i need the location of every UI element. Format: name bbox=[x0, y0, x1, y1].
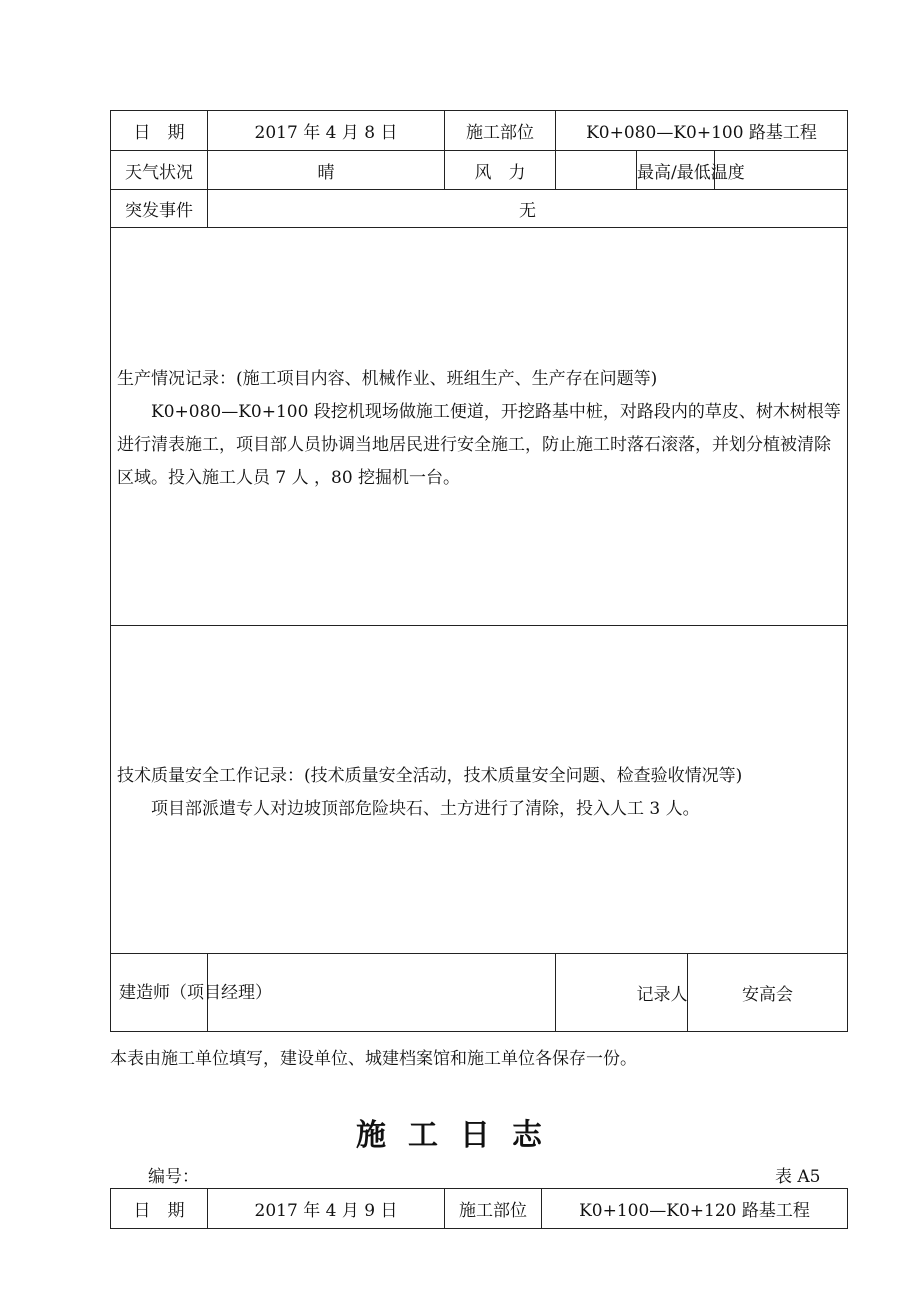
page-title: 施工日志 bbox=[356, 1118, 564, 1153]
temperature-label: 最高/最低温度 bbox=[637, 151, 715, 190]
location-value: K0+080—K0+100 路基工程 bbox=[556, 111, 848, 151]
location-value-2: K0+100—K0+120 路基工程 bbox=[542, 1189, 848, 1229]
incident-label: 突发事件 bbox=[111, 190, 208, 228]
safety-record-cell bbox=[111, 626, 848, 954]
production-record-body: K0+080—K0+100 段挖机现场做施工便道，开挖路基中桩，对路段内的草皮、树木树根等进行清表施工，项目部人员协调当地居民进行安全施工，防止施工时落石滚落，并划分植被清除区域。投入施工人员 7 人 ，80 挖掘机一台。 bbox=[117, 402, 841, 488]
weather-value: 晴 bbox=[208, 151, 445, 190]
form-number: 表 A5 bbox=[775, 1167, 821, 1187]
builder-label: 建造师（项目经理） bbox=[111, 954, 208, 1032]
log-table-1 bbox=[110, 110, 848, 1032]
wind-label: 风 力 bbox=[445, 151, 556, 190]
date-value-2: 2017 年 4 月 9 日 bbox=[208, 1189, 445, 1229]
safety-record-title: 技术质量安全工作记录：(技术质量安全活动，技术质量安全问题、检查验收情况等) bbox=[117, 766, 743, 786]
safety-record-body: 项目部派遣专人对边坡顶部危险块石、土方进行了清除，投入人工 3 人。 bbox=[151, 799, 700, 819]
location-label: 施工部位 bbox=[445, 111, 556, 151]
weather-label: 天气状况 bbox=[111, 151, 208, 190]
footer-note: 本表由施工单位填写，建设单位、城建档案馆和施工单位各保存一份。 bbox=[110, 1049, 637, 1069]
date-label: 日 期 bbox=[111, 111, 208, 151]
production-record-cell bbox=[111, 228, 848, 626]
wind-value bbox=[556, 151, 637, 190]
log-table-2 bbox=[110, 1188, 848, 1229]
serial-number-label: 编号： bbox=[148, 1167, 199, 1187]
date-label-2: 日 期 bbox=[111, 1189, 208, 1229]
production-record-title: 生产情况记录：(施工项目内容、机械作业、班组生产、生产存在问题等) bbox=[117, 369, 658, 389]
recorder-label: 记录人 bbox=[637, 954, 688, 1032]
location-label-2: 施工部位 bbox=[445, 1189, 542, 1229]
incident-value: 无 bbox=[208, 190, 848, 228]
recorder-label-spacer bbox=[556, 954, 637, 1032]
date-value: 2017 年 4 月 8 日 bbox=[208, 111, 445, 151]
recorder-value: 安高会 bbox=[688, 954, 848, 1032]
